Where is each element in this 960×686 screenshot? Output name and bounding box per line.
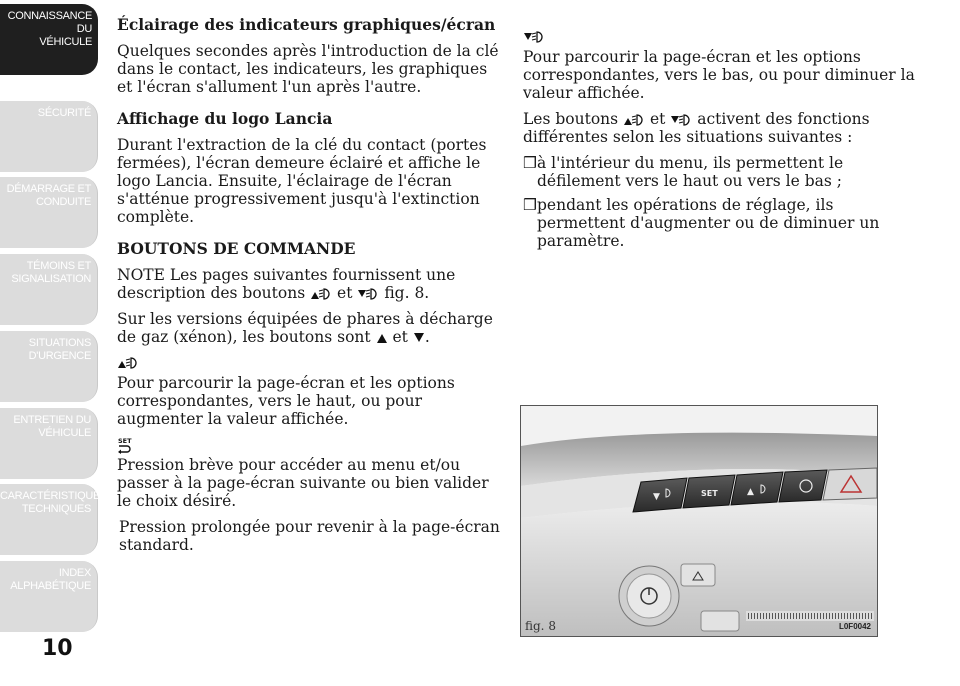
down-light-icon bbox=[523, 29, 545, 45]
tab-caracteristiques-techniques[interactable] bbox=[0, 484, 108, 555]
heading-logo: Affichage du logo Lancia bbox=[117, 109, 333, 128]
buttons-paragraph bbox=[523, 110, 918, 146]
figure-8 bbox=[520, 405, 878, 637]
note-et: et bbox=[337, 284, 353, 302]
chapter-sidebar bbox=[0, 0, 108, 640]
up-button-symbol bbox=[117, 354, 502, 372]
set-short-press: Pression brève pour accéder au menu et/ou passer à la page-écran suivante ou bien valider le choix désiré. bbox=[117, 456, 489, 510]
svg-text:SET: SET bbox=[701, 489, 718, 498]
up-light-icon bbox=[623, 112, 645, 128]
cd-slot bbox=[746, 611, 874, 621]
tab-securite[interactable] bbox=[0, 101, 98, 172]
heading-eclairage: Éclairage des indicateurs graphiques/écran bbox=[117, 15, 496, 34]
tab-label: CARACTÉRISTIQUES TECHNIQUES bbox=[0, 490, 108, 515]
set-long-press: Pression prolongée pour revenir à la page-écran standard. bbox=[119, 518, 500, 554]
bullet-box-icon: ❒ bbox=[523, 154, 537, 172]
set-button-symbol bbox=[117, 436, 502, 454]
tab-label: ENTRETIEN DU VÉHICULE bbox=[13, 414, 91, 439]
tab-label: CONNAISSANCE DU VÉHICULE bbox=[7, 10, 92, 48]
note-paragraph bbox=[117, 266, 502, 302]
down-button-symbol bbox=[523, 28, 918, 46]
down-triangle-icon bbox=[413, 332, 425, 344]
tab-label: INDEX ALPHABÉTIQUE bbox=[10, 567, 91, 592]
down-light-icon bbox=[670, 112, 692, 128]
paragraph-logo: Durant l'extraction de la clé du contact (portes fermées), l'écran demeure éclairé et affiche le logo Lancia. Ensuite, l'éclairage de l'écran s'atténue progressivement jusqu'à l'extinction complète. bbox=[117, 136, 487, 226]
up-description: Pour parcourir la page-écran et les options correspondantes, vers le haut, ou pour augmenter la valeur affichée. bbox=[117, 374, 455, 428]
buttons-text-end: activent des fonctions différentes selon les situations suivantes : bbox=[523, 110, 870, 146]
tab-situations-d-urgence[interactable] bbox=[0, 331, 98, 402]
set-icon bbox=[117, 436, 133, 454]
list-item bbox=[523, 196, 918, 250]
tab-label: SÉCURITÉ bbox=[37, 107, 91, 119]
down-description: Pour parcourir la page-écran et les options correspondantes, vers le bas, ou pour diminuer la valeur affichée. bbox=[523, 48, 915, 102]
tab-temoins-et-signalisation[interactable] bbox=[0, 254, 98, 325]
up-light-icon bbox=[117, 355, 139, 371]
tab-label: TÉMOINS ET SIGNALISATION bbox=[11, 260, 91, 285]
xenon-et: et bbox=[392, 328, 408, 346]
volume-knob bbox=[619, 566, 679, 626]
svg-text:SET: SET bbox=[118, 437, 132, 445]
xenon-paragraph bbox=[117, 310, 502, 346]
note-fig-ref: fig. 8. bbox=[384, 284, 430, 302]
xenon-text: Sur les versions équipées de phares à décharge de gaz (xénon), les boutons sont bbox=[117, 310, 493, 346]
tab-connaissance-du-vehicule[interactable] bbox=[0, 4, 98, 75]
paragraph-eclairage: Quelques secondes après l'introduction de la clé dans le contact, les indicateurs, les graphiques et l'écran s'allument l'un après l'autre. bbox=[117, 42, 499, 96]
tab-index-alphabetique[interactable] bbox=[0, 561, 98, 632]
list-item-text: à l'intérieur du menu, ils permettent le défilement vers le haut ou vers le bas ; bbox=[537, 154, 844, 190]
buttons-text: Les boutons bbox=[523, 110, 619, 128]
up-triangle-icon bbox=[376, 332, 388, 344]
right-column bbox=[523, 28, 918, 256]
down-light-icon bbox=[357, 286, 379, 302]
heading-boutons: BOUTONS DE COMMANDE bbox=[117, 239, 356, 258]
figure-code: L0F0042 bbox=[838, 622, 871, 631]
tab-entretien-du-vehicule[interactable] bbox=[0, 408, 98, 479]
figure-label: fig. 8 bbox=[525, 619, 556, 633]
buttons-et: et bbox=[649, 110, 666, 128]
page-number: 10 bbox=[42, 636, 73, 661]
eject-button-illustration bbox=[681, 564, 715, 586]
list-item-text: pendant les opérations de réglage, ils permettent d'augmenter ou de diminuer un paramètre. bbox=[537, 196, 880, 250]
xenon-end: . bbox=[424, 328, 430, 346]
svg-text:▼: ▼ bbox=[653, 492, 660, 502]
tab-label: SITUATIONS D'URGENCE bbox=[28, 337, 91, 362]
tab-demarrage-et-conduite[interactable] bbox=[0, 177, 98, 248]
list-item bbox=[523, 154, 918, 190]
bullet-box-icon: ❒ bbox=[523, 196, 537, 214]
tab-label: DÉMARRAGE ET CONDUITE bbox=[6, 183, 91, 208]
svg-text:▲: ▲ bbox=[747, 487, 754, 497]
up-light-icon bbox=[310, 286, 332, 302]
dashboard-illustration bbox=[521, 406, 877, 636]
note-text: NOTE Les pages suivantes fournissent une description des boutons bbox=[117, 266, 456, 302]
left-column bbox=[117, 16, 502, 562]
